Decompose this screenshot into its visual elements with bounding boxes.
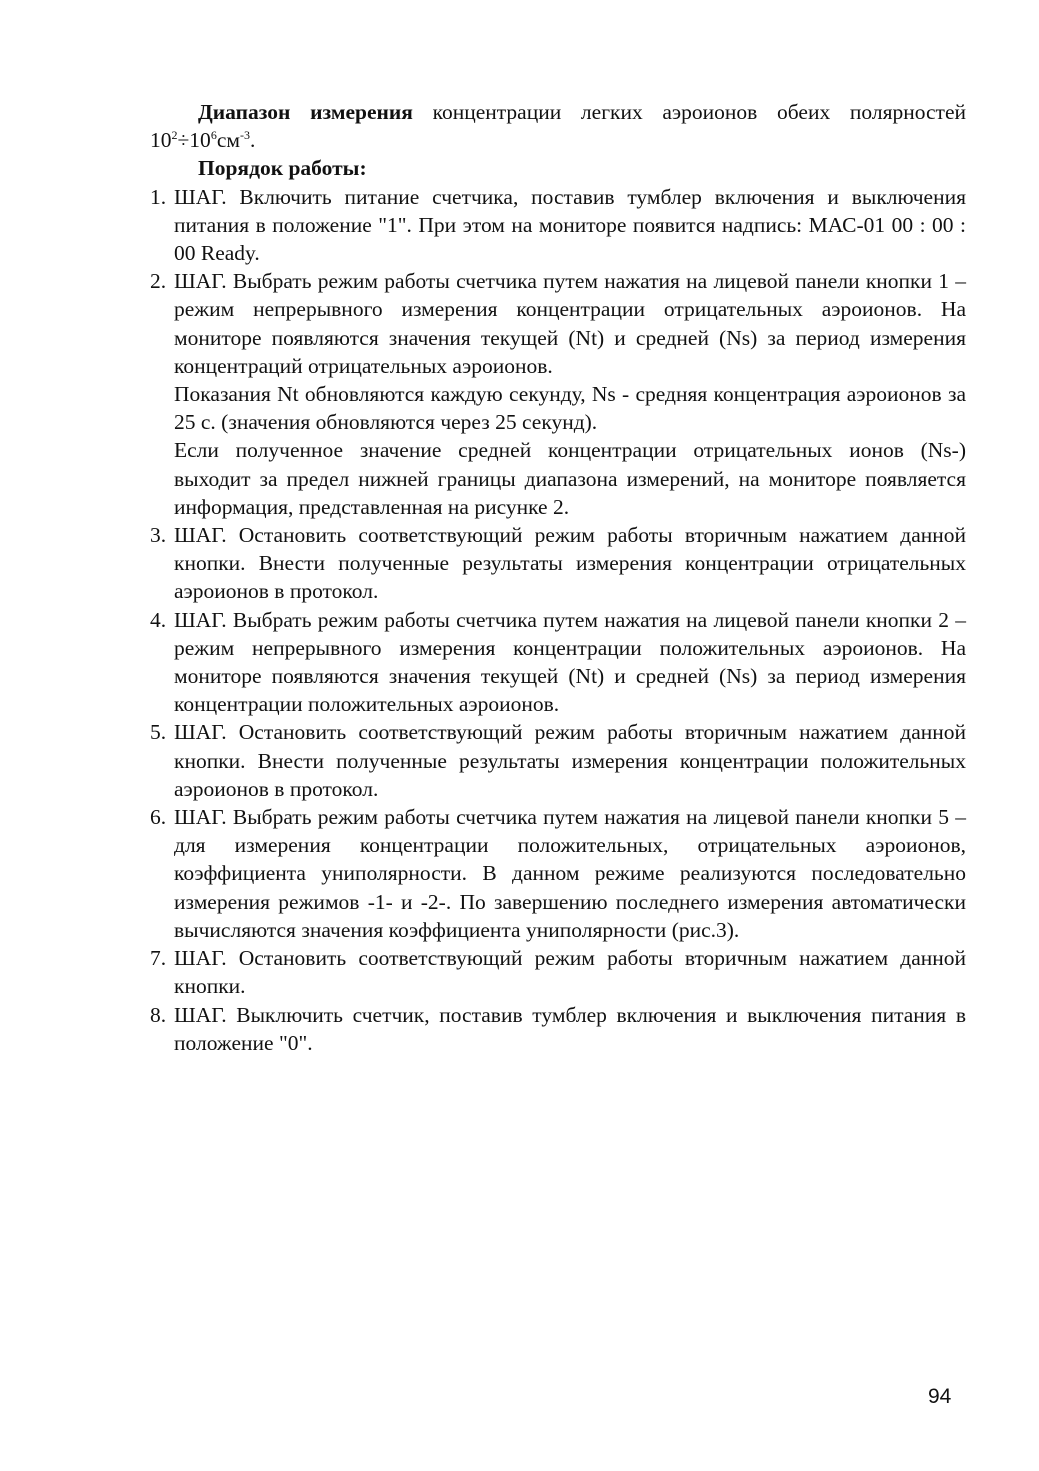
intro-text: концентрации легких аэроионов обеих полярностей 10 <box>150 100 966 153</box>
page-number: 94 <box>928 1385 952 1408</box>
step-paragraph: ШАГ. Остановить соответствующий режим работы вторичным нажатием данной кнопки. <box>174 946 966 999</box>
step-number: 1. <box>150 184 167 209</box>
step-item <box>150 718 966 803</box>
exponent-upper: 6 <box>210 128 217 143</box>
step-item <box>150 521 966 606</box>
section-heading: Порядок работы: <box>198 156 367 181</box>
unit-text: см <box>216 128 240 153</box>
step-item <box>150 183 966 268</box>
exponent-lower: 2 <box>171 128 178 143</box>
range-separator: ÷10 <box>177 128 211 153</box>
step-number: 8. <box>150 1002 167 1027</box>
step-paragraph: ШАГ. Включить питание счетчика, поставив тумблер включения и выключения питания в положение "1". При этом на мониторе появится надпись: МАС-01 00 : 00 : 00 Ready. <box>174 184 966 266</box>
step-paragraph: ШАГ. Остановить соответствующий режим работы вторичным нажатием данной кнопки. Внести полученные результаты измерения концентрации отрицательных аэроионов в протокол. <box>174 523 966 604</box>
step-number: 7. <box>150 946 167 971</box>
step-item <box>150 606 966 719</box>
document-page <box>150 98 966 1057</box>
step-item <box>150 803 966 944</box>
step-number: 5. <box>150 720 167 745</box>
step-paragraph: Показания Nt обновляются каждую секунду, Ns - средняя концентрация аэроионов за 25 с. (значения обновляются через 25 секунд). <box>174 382 966 435</box>
step-item <box>150 267 966 521</box>
step-paragraph: ШАГ. Выбрать режим работы счетчика путем нажатия на лицевой панели кнопки 2 – режим непрерывного измерения концентрации положительных аэроионов. На мониторе появляются значения текущей (Nt) и средней (Ns) за период измерения концентрации положительных аэроионов. <box>174 607 966 717</box>
step-paragraph: ШАГ. Выбрать режим работы счетчика путем нажатия на лицевой панели кнопки 1 – режим непрерывного измерения концентрации отрицательных аэроионов. На мониторе появляются значения текущей (Nt) и средней (Ns) за период измерения концентраций отрицательных аэроионов. <box>174 269 966 378</box>
step-paragraph: Если полученное значение средней концентрации отрицательных ионов (Ns-) выходит за предел нижней границы диапазона измерений, на мониторе появляется информация, представленная на рисунке 2. <box>174 438 966 519</box>
unit-exponent: -3 <box>239 128 250 143</box>
step-number: 3. <box>150 523 167 548</box>
intro-bold-term: Диапазон измерения <box>198 100 413 124</box>
step-number: 6. <box>150 805 167 830</box>
intro-end: . <box>249 128 256 153</box>
step-paragraph: ШАГ. Выбрать режим работы счетчика путем нажатия на лицевой панели кнопки 5 – для измерения концентрации положительных, отрицательных аэроионов, коэффициента униполярности. В данном режиме реализуются последовательно измерения режимов -1- и -2-. По завершению последнего измерения автоматически вычисляются значения коэффициента униполярности (рис.3). <box>174 805 966 942</box>
step-number: 2. <box>150 269 167 294</box>
intro-paragraph <box>150 98 966 154</box>
step-number: 4. <box>150 607 167 632</box>
step-item <box>150 1001 966 1057</box>
step-item <box>150 944 966 1000</box>
steps-list <box>150 183 966 1057</box>
step-paragraph: ШАГ. Остановить соответствующий режим работы вторичным нажатием данной кнопки. Внести полученные результаты измерения концентрации положительных аэроионов в протокол. <box>174 720 966 801</box>
step-paragraph: ШАГ. Выключить счетчик, поставив тумблер включения и выключения питания в положение "0". <box>174 1002 966 1055</box>
